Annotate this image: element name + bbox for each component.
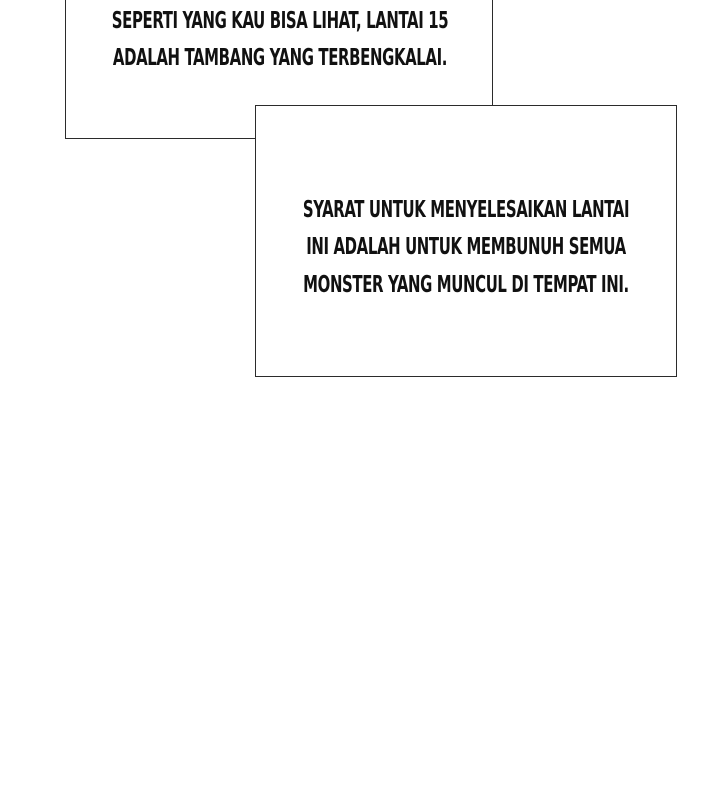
caption-line: INI ADALAH UNTUK MEMBUNUH SEMUA — [306, 234, 626, 261]
caption-text-bottom — [292, 192, 640, 304]
caption-text-top — [107, 3, 453, 78]
caption-line: MONSTER YANG MUNCUL DI TEMPAT INI. — [303, 271, 629, 298]
caption-line: SEPERTI YANG KAU BISA LIHAT, LANTAI 15 — [111, 8, 449, 34]
caption-box-joint — [257, 107, 492, 140]
caption-line: ADALAH TAMBANG YANG TERBENGKALAI. — [112, 45, 448, 72]
caption-line: SYARAT UNTUK MENYELESAIKAN LANTAI — [302, 197, 630, 223]
